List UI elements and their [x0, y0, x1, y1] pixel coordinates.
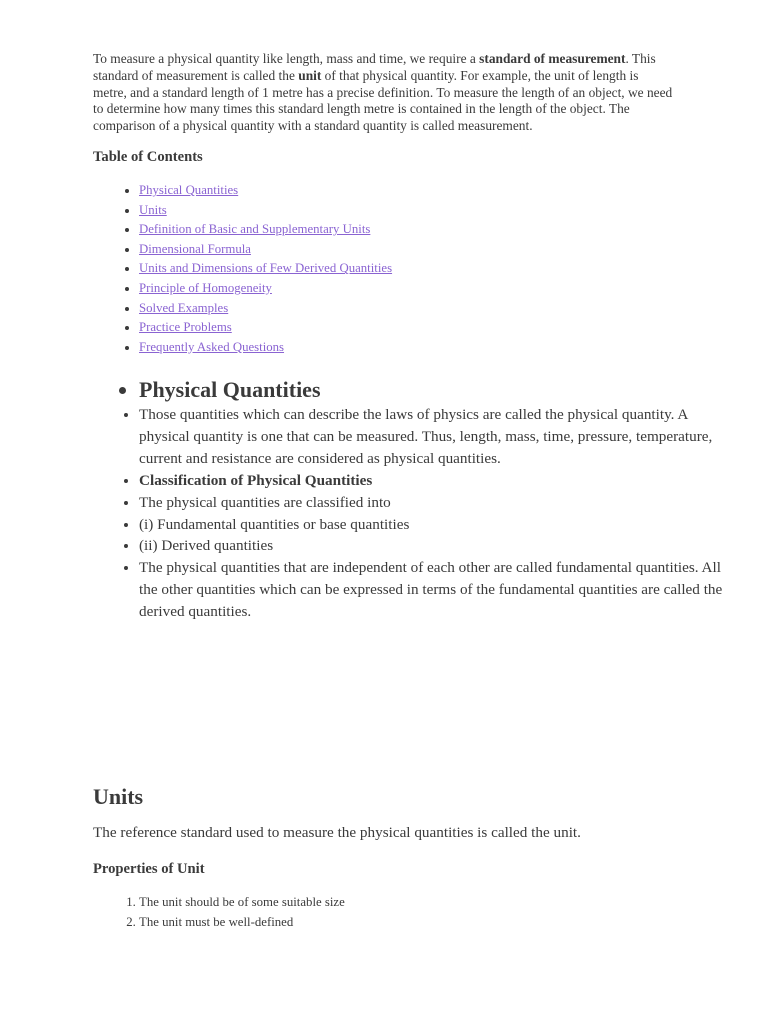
- physical-quantities-section: [93, 376, 724, 623]
- toc-link-faq[interactable]: Frequently Asked Questions: [139, 339, 285, 354]
- classified-into-text: • The physical quantities are classified into: [139, 492, 724, 514]
- fundamental-quantities-item: • (i) Fundamental quantities or base quantities: [139, 514, 724, 536]
- intro-text-3: of that physical quantity. For example, the unit of length is metre, and a standard length of 1 metre has a precise definition. To measure the length of an object, we need to determine how many times this standard length metre is contained in the length of the object. The comparison of a physical quantity with a standard quantity is called measurement.: [93, 67, 673, 134]
- toc-link-solved-examples[interactable]: Solved Examples: [139, 300, 229, 315]
- classification-heading: • Classification of Physical Quantities: [139, 470, 724, 492]
- physical-quantities-heading: • Physical Quantities: [139, 376, 724, 404]
- toc-link-practice-problems[interactable]: Practice Problems: [139, 320, 232, 335]
- toc-link-principle-of-homogeneity[interactable]: Principle of Homogeneity: [139, 280, 272, 295]
- toc-link-dimensional-formula[interactable]: Dimensional Formula: [139, 241, 251, 256]
- property-item: 2. The unit must be well-defined: [139, 913, 345, 933]
- toc-item: [139, 338, 392, 358]
- toc-item: [139, 181, 392, 201]
- intro-text-2: . This standard of measurement is called the: [93, 51, 656, 83]
- intro-paragraph: [93, 51, 673, 135]
- toc-link-basic-supplementary-units[interactable]: Definition of Basic and Supplementary Units: [139, 222, 371, 237]
- toc-item: [139, 201, 392, 221]
- properties-of-unit-heading: Properties of Unit: [93, 861, 205, 877]
- intro-text-1: To measure a physical quantity like length, mass and time, we require a: [93, 51, 480, 66]
- physical-quantities-definition: • Those quantities which can describe the laws of physics are called the physical quantity. A physical quantity is one that can be measured. Thus, length, mass, time, pressure, temperature, current and resistance are considered as physical quantities.: [139, 404, 724, 470]
- toc-link-derived-quantities[interactable]: Units and Dimensions of Few Derived Quantities: [139, 261, 393, 276]
- toc-list: [93, 181, 392, 357]
- toc-item: [139, 279, 392, 299]
- toc-item: [139, 220, 392, 240]
- units-description: The reference standard used to measure the physical quantities is called the unit.: [93, 824, 581, 841]
- toc-item: [139, 259, 392, 279]
- units-heading: Units: [93, 784, 144, 809]
- toc-title: Table of Contents: [93, 149, 203, 165]
- quantities-explanation: • The physical quantities that are independent of each other are called fundamental quantities. All the other quantities which can be expressed in terms of the fundamental quantities are called the derived quantities.: [139, 557, 724, 623]
- toc-item: [139, 299, 392, 319]
- derived-quantities-item: • (ii) Derived quantities: [139, 535, 724, 557]
- intro-bold-standard: standard of measurement: [479, 51, 626, 66]
- properties-list: [93, 893, 345, 932]
- intro-bold-unit: unit: [298, 67, 322, 83]
- toc-item: [139, 318, 392, 338]
- toc-link-physical-quantities[interactable]: Physical Quantities: [139, 183, 239, 197]
- toc-item: [139, 240, 392, 260]
- toc-link-units[interactable]: Units: [139, 202, 167, 217]
- property-item: 1. The unit should be of some suitable size: [139, 893, 345, 913]
